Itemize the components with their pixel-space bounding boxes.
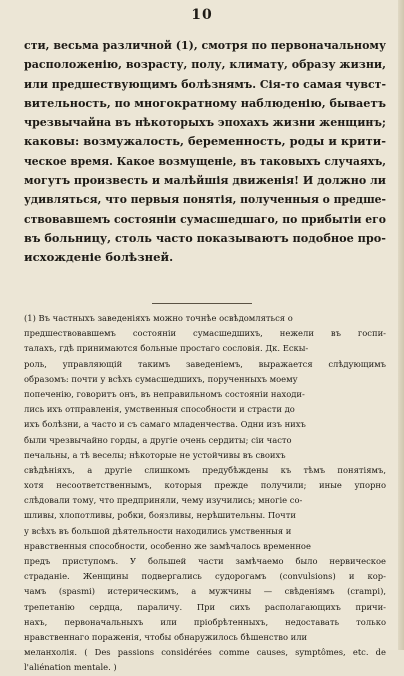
footnote-line: попеченію, говоритъ онъ, въ неправильномъ состояніи находи- [24, 388, 305, 399]
footnote-line: нахъ, первоначальныхъ или пріобрѣтенныхъ, недоставать только [24, 616, 386, 627]
footnote-line: нравственнаго пораженія, чтобы обнаружилось бѣшенство или [24, 631, 308, 642]
footnote-line: шливы, хлопотливы, робки, боязливы, нерѣшительны. Почти [24, 510, 296, 521]
footnote-line: лись ихъ отправленія, умственныя способности и страсти до [24, 404, 295, 415]
main-text [24, 36, 386, 268]
footnote-line: страданіе. Женщины подвергались судорогамъ (convulsions) и кор- [24, 571, 386, 582]
text-line: исхожденіе болѣзней. [24, 250, 174, 265]
text-line: расположенію, возрасту, полу, климату, образу жизни, [24, 57, 386, 72]
page-number: 10 [191, 7, 213, 23]
footnote-line: предъ приступомъ. У большей части замѣчаемо было нервическое [24, 556, 386, 566]
footnote-line: у всѣхъ въ большой дѣятельности находились умственныя и [24, 525, 292, 536]
text-line: вительность, по многократному наблюденію, бываетъ [24, 95, 386, 110]
footnote-line: были чрезвычайно горды, а другіе очень сердиты; сіи часто [24, 434, 292, 445]
footnote-line: печальны, а тѣ веселы; нѣкоторые не устойчивы въ своихъ [24, 449, 286, 460]
text-line: удивляться, что первыя понятія, полученныя о предше- [24, 192, 386, 207]
text-line: чрезвычайна въ нѣкоторыхъ эпохахъ жизни женщинъ; [24, 115, 386, 130]
text-line: ческое время. Какое возмущеніе, въ таковыхъ случаяхъ, [24, 153, 386, 168]
footnote-line: свѣдѣніяхъ, а другіе слишкомъ предубѣждены къ тѣмъ понятіямъ, [24, 464, 386, 475]
footnote-rule [152, 303, 252, 304]
footnote-line: предшествовавшемъ состояніи сумасшедшихъ, нежели въ госпи- [24, 328, 386, 339]
footnote-line: талахъ, гдѣ принимаются больные простаго сословія. Дк. Ескы- [24, 343, 309, 354]
text-line: ствовавшемъ состояніи сумасшедшаго, по прибытіи его [24, 211, 386, 226]
footnote-line: (1) Въ частныхъ заведеніяхъ можно точнѣе освѣдомляться о [24, 313, 293, 323]
text-line: каковы: возмужалость, беременность, роды и крити- [24, 134, 386, 149]
text-line: сти, весьма различной (1), смотря по первоначальному [24, 38, 386, 52]
footnote-line: меланхолія. ( Des passions considérées comme causes, symptômes, etc. de [24, 647, 386, 658]
text-line: или предшествующимъ болѣзнямъ. Сія-то самая чувст- [24, 76, 386, 91]
text-line: въ больницу, столь часто показываютъ подобное про- [24, 230, 386, 245]
footnote-line: роль, управляющій такимъ заведеніемъ, выражается слѣдующимъ [24, 358, 386, 369]
footnote-line: l'aliénation mentale. ) [24, 662, 117, 673]
footnote-line: чамъ (spasmi) истерическимъ, а мужчины — свѣденіямъ (crampi), [24, 586, 386, 597]
text-line: могутъ произвесть и малѣйшія движенія! И должно ли [24, 173, 386, 188]
footnote-line: хотя несоответственнымъ, которыя прежде получили; иные упорно [24, 480, 386, 491]
footnote-line: ихъ болѣзни, а часто и съ самаго младенчества. Одни изъ нихъ [24, 419, 306, 430]
footnote-line: нравственныя способности, особенно же замѣчалось временное [24, 540, 311, 551]
footnote-line: слѣдовали тому, что предприняли, чему изучились; многіе со- [24, 495, 303, 506]
footnote [24, 311, 386, 676]
page-edge [398, 0, 404, 650]
footnote-line: трепетанію сердца, параличу. При сихъ располагающихъ причи- [24, 601, 386, 612]
footnote-line: образомъ: почти у всѣхъ сумасшедшихъ, порученныхъ моему [24, 373, 298, 384]
